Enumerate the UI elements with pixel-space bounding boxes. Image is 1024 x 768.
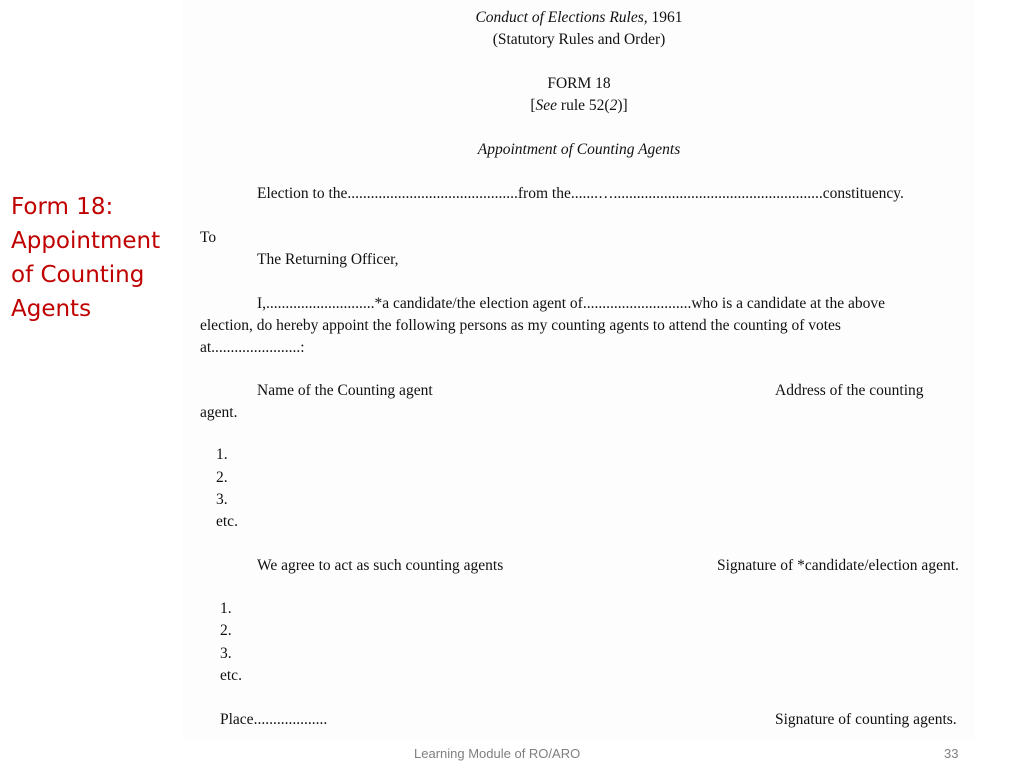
address-column-header: Address of the counting — [775, 382, 924, 399]
footer-module: Learning Module of RO/ARO — [414, 746, 581, 761]
agree-list-item: 2. — [220, 622, 232, 639]
slide-title-line-2: Appointment — [11, 228, 161, 254]
rule-ref: rule 52( — [560, 97, 610, 114]
slide-title-line-1: Form 18: — [11, 194, 114, 220]
form-number: FORM 18 — [547, 75, 611, 92]
agree-list-item: 3. — [220, 645, 232, 662]
election-line: Election to the............................................from the.......…......................................................constituency. — [257, 185, 904, 202]
rule-see: See — [535, 97, 558, 114]
address-column-header-cont: agent. — [200, 404, 238, 421]
form-document — [183, 0, 975, 740]
agent-list-item: 1. — [216, 446, 228, 463]
page-number: 33 — [944, 746, 959, 761]
agent-list-item: 2. — [216, 469, 228, 486]
slide-title-line-4: Agents — [11, 296, 92, 322]
slide-title — [11, 190, 176, 326]
agree-text: We agree to act as such counting agents — [257, 557, 504, 574]
name-column-header: Name of the Counting agent — [257, 382, 433, 399]
agree-list-item: 1. — [220, 600, 232, 617]
appointment-title: Appointment of Counting Agents — [477, 141, 681, 158]
appointment-paragraph-line-3: at.......................: — [200, 339, 305, 356]
agent-list-item: etc. — [216, 513, 238, 530]
rule-open-bracket: [ — [530, 97, 536, 114]
agree-list-item: etc. — [220, 667, 242, 684]
slide-title-line-3: of Counting — [11, 262, 145, 288]
rule-reference — [183, 96, 975, 116]
signature-agents: Signature of counting agents. — [775, 711, 957, 728]
agent-list-item: 3. — [216, 491, 228, 508]
rules-year: 1961 — [651, 9, 683, 26]
rules-title — [183, 8, 975, 28]
rule-sub: 2 — [609, 97, 618, 114]
appointment-paragraph-line-1: I,............................*a candidate/the election agent of............................who is a candidate at the above — [257, 295, 885, 312]
appointment-paragraph-line-2: election, do hereby appoint the following persons as my counting agents to attend the counting of votes — [200, 317, 841, 334]
place-line: Place................... — [220, 711, 328, 728]
returning-officer: The Returning Officer, — [257, 251, 399, 268]
rules-title-text: Conduct of Elections Rules, — [475, 9, 648, 26]
statutory-line: (Statutory Rules and Order) — [492, 31, 666, 48]
rule-close: )] — [617, 97, 628, 114]
signature-candidate: Signature of *candidate/election agent. — [717, 557, 959, 574]
to-label: To — [200, 229, 217, 246]
